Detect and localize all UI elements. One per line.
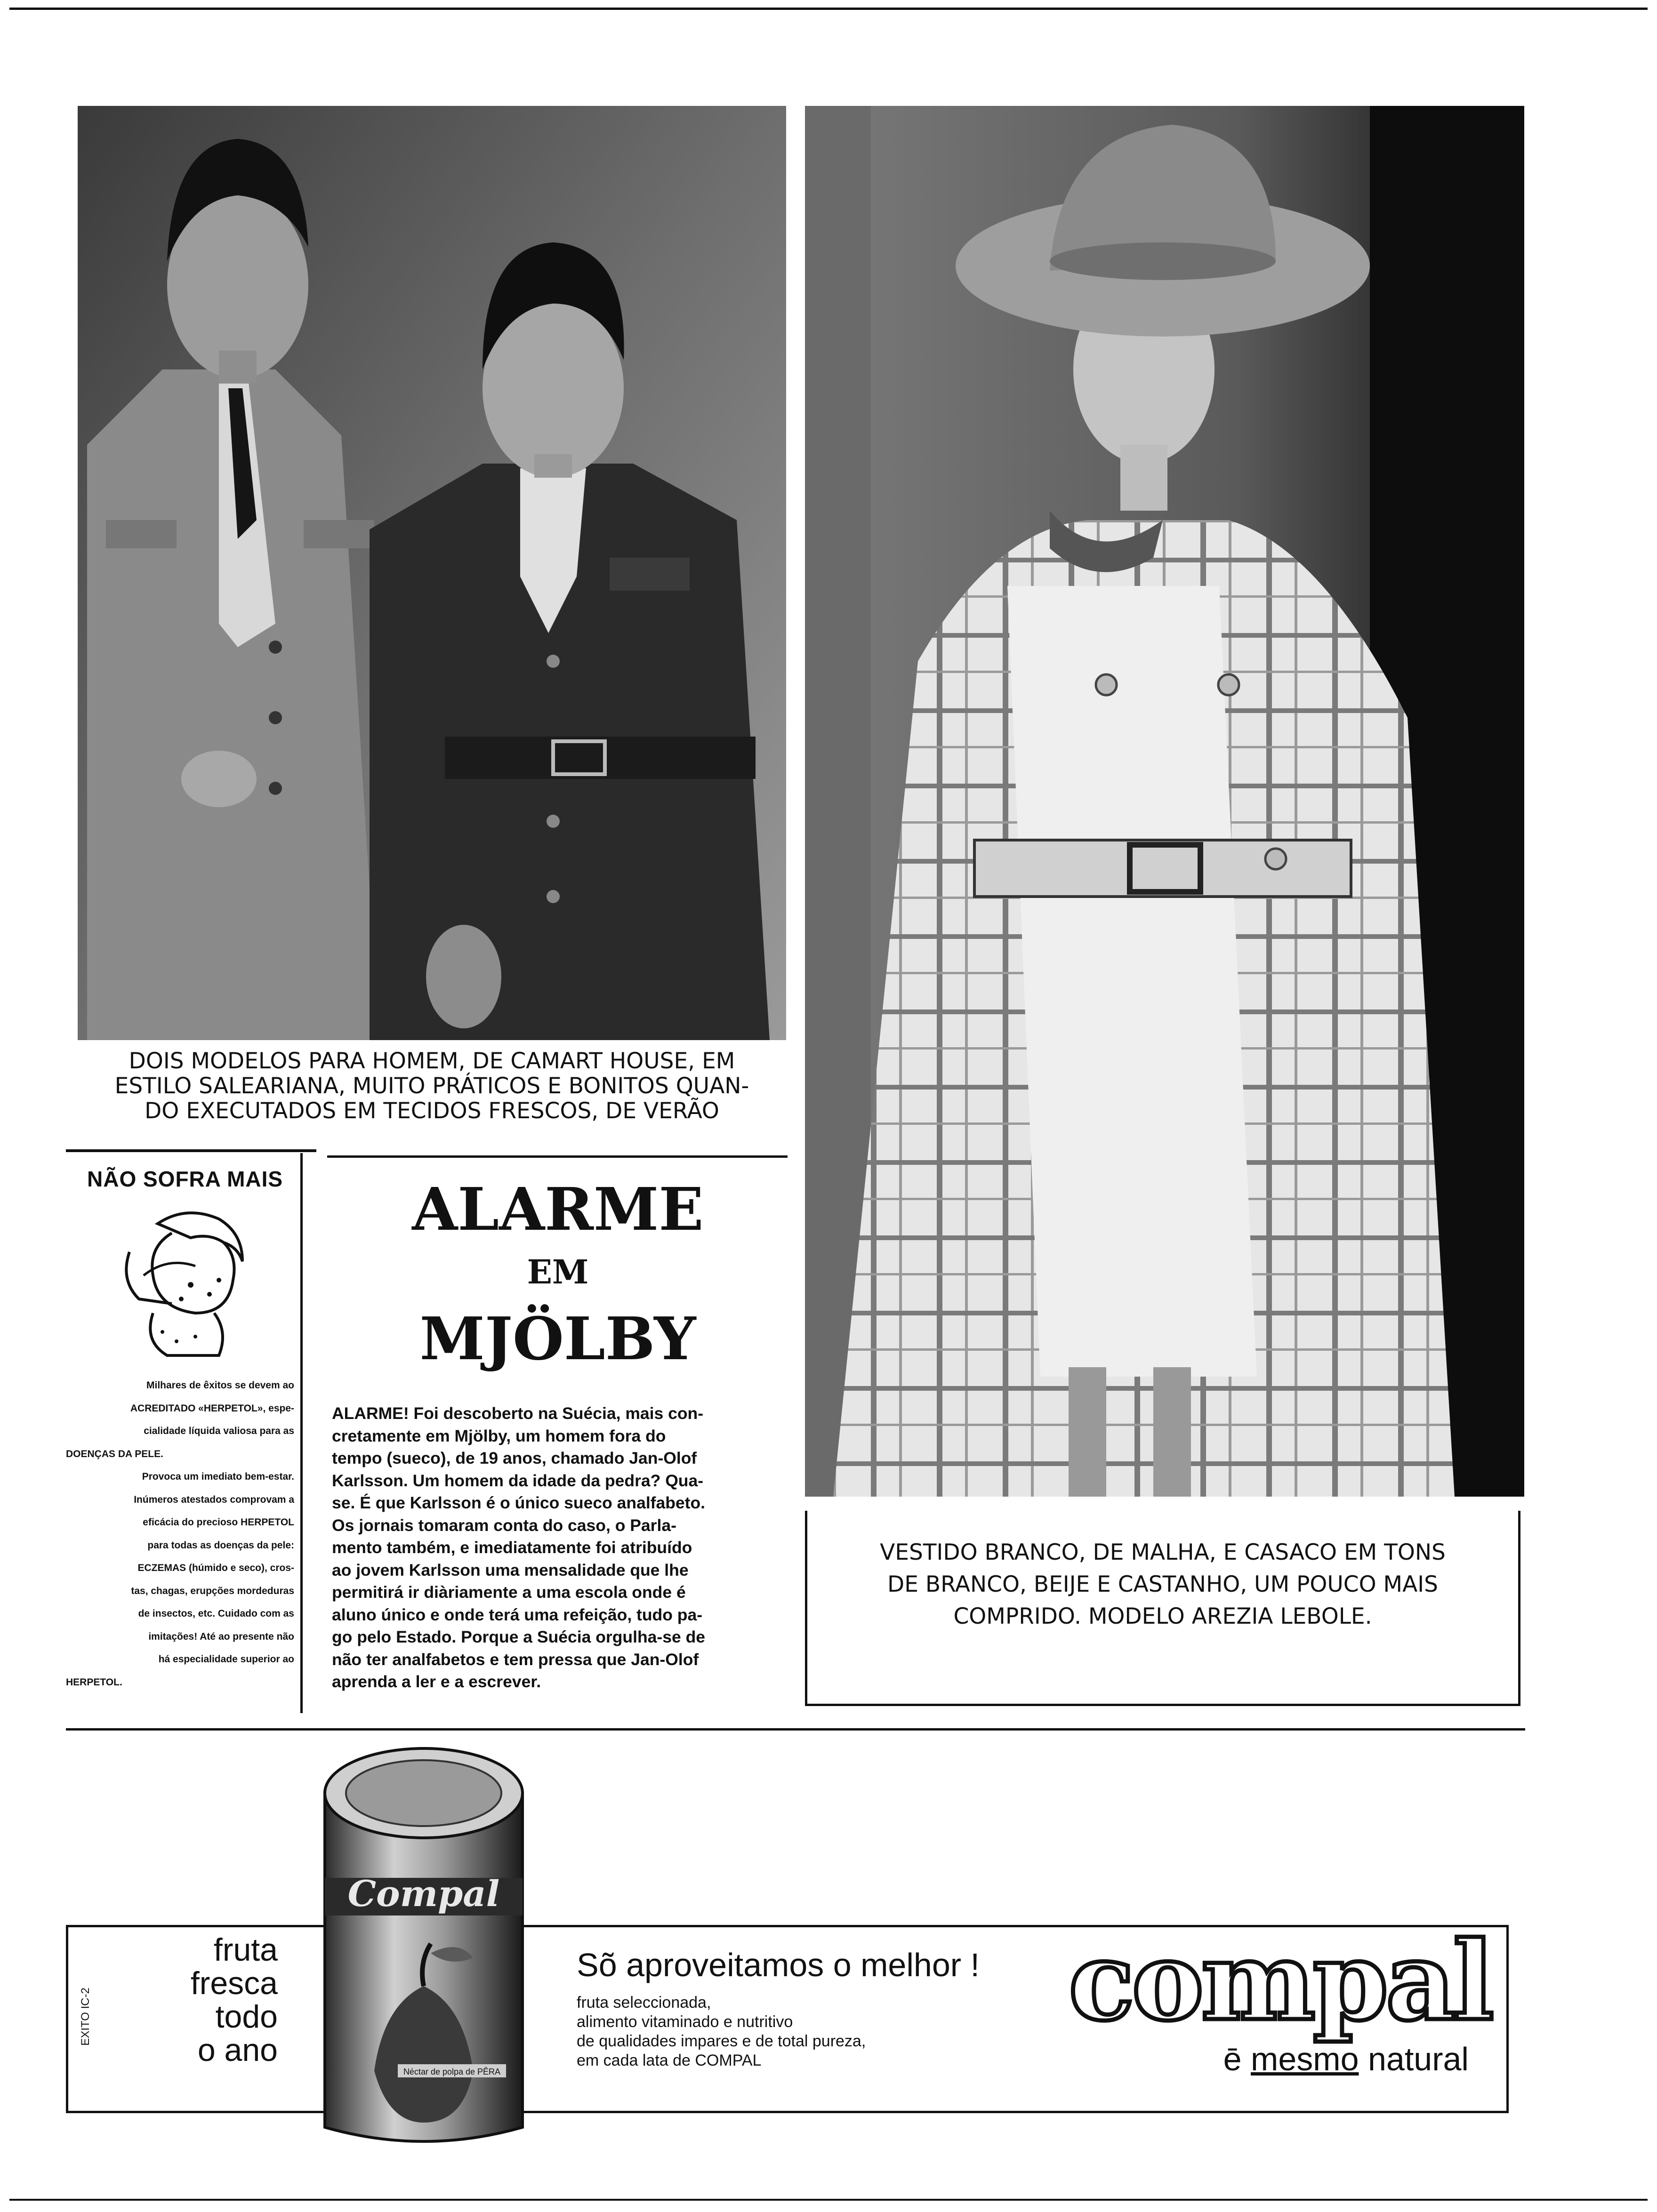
article-title-line-1: ALARME xyxy=(412,1175,704,1244)
men-caption-line-3: DO EXECUTADOS EM TECIDOS FRESCOS, DE VERÃO xyxy=(145,1098,719,1124)
article-line-13: aprenda a ler e a escrever. xyxy=(332,1672,541,1691)
article-line-9: permitirá ir diàriamente a uma escola onde é xyxy=(332,1583,686,1602)
men-fashion-photo xyxy=(78,106,786,1040)
bottom-border xyxy=(9,2199,1648,2201)
slogan-line-1: fruta xyxy=(213,1932,278,1968)
compal-slogan xyxy=(122,1933,278,2067)
top-border xyxy=(9,8,1648,10)
tagline-pre: ē xyxy=(1223,2041,1242,2077)
article-title-line-3: MJÖLBY xyxy=(419,1305,696,1373)
men-photo-illustration xyxy=(78,106,786,1040)
herpetol-line-6: Inúmeros atestados comprovam a xyxy=(134,1494,294,1505)
can-brand-text: Compal xyxy=(347,1873,500,1915)
herpetol-line-4: DOENÇAS DA PELE. xyxy=(66,1448,163,1459)
slogan-line-2: fresca xyxy=(190,1965,278,2001)
herpetol-illustration xyxy=(101,1205,271,1360)
can-illustration xyxy=(318,1741,530,2156)
compal-body-line-1: fruta seleccionada, xyxy=(577,1994,711,2012)
herpetol-ad xyxy=(66,1153,301,1713)
article-line-8: ao jovem Karlsson uma mensalidade que lhe xyxy=(332,1560,689,1579)
herpetol-line-3: cialidade líquida valiosa para as xyxy=(144,1426,294,1436)
compal-agency-mark: EXITO IC-2 xyxy=(79,1988,92,2046)
section-rule-article xyxy=(327,1155,788,1158)
slogan-line-3: todo xyxy=(215,1999,278,2035)
herpetol-line-9: ECZEMAS (húmido e seco), cros- xyxy=(137,1563,294,1573)
compal-tagline xyxy=(1177,2040,1469,2078)
compal-body-line-3: de qualidades impares e de total pureza, xyxy=(577,2032,866,2050)
tagline-mid: mesmo xyxy=(1251,2041,1359,2077)
compal-body-line-4: em cada lata de COMPAL xyxy=(577,2052,762,2069)
herpetol-line-5: Provoca um imediato bem-estar. xyxy=(142,1471,294,1482)
men-caption-line-2: ESTILO SALEARIANA, MUITO PRÁTICOS E BONITOS QUAN- xyxy=(114,1073,749,1099)
herpetol-line-11: de insectos, etc. Cuidado com as xyxy=(138,1608,294,1619)
woman-photo-illustration xyxy=(805,106,1524,1497)
article-body xyxy=(332,1403,784,1693)
can-label-text: Néctar de polpa de PÊRA xyxy=(403,2067,501,2076)
article-line-3: tempo (sueco), de 19 anos, chamado Jan-Olof xyxy=(332,1449,697,1467)
herpetol-line-13: há especialidade superior ao xyxy=(158,1654,294,1665)
article-line-1: ALARME! Foi descoberto na Suécia, mais con- xyxy=(332,1404,704,1423)
section-rule-left xyxy=(66,1149,316,1152)
compal-top-rule xyxy=(66,1728,1525,1731)
herpetol-line-7: eficácia do precioso HERPETOL xyxy=(143,1517,294,1528)
woman-fashion-photo xyxy=(805,106,1524,1497)
article-line-7: mento também, e imediatamente foi atribuído xyxy=(332,1538,692,1557)
herpetol-line-14: HERPETOL. xyxy=(66,1676,122,1688)
article-line-10: aluno único e onde terá uma refeição, tudo pa- xyxy=(332,1605,703,1624)
compal-can xyxy=(318,1741,530,2156)
compal-body-line-2: alimento vitaminado e nutritivo xyxy=(577,2013,793,2031)
herpetol-line-1: Milhares de êxitos se devem ao xyxy=(146,1380,294,1391)
article-title-line-2: EM xyxy=(527,1252,589,1291)
woman-photo-caption xyxy=(810,1537,1516,1633)
herpetol-line-8: para todas as doenças da pele: xyxy=(147,1539,294,1551)
slogan-line-4: o ano xyxy=(197,2032,278,2068)
woman-caption-line-3: COMPRIDO. MODELO AREZIA LEBOLE. xyxy=(953,1603,1372,1629)
article-line-4: Karlsson. Um homem da idade da pedra? Qua- xyxy=(332,1471,704,1490)
men-caption-line-1: DOIS MODELOS PARA HOMEM, DE CAMART HOUSE, EM xyxy=(129,1048,735,1074)
compal-body xyxy=(577,1993,866,2070)
article xyxy=(325,1162,791,1718)
herpetol-body xyxy=(66,1374,294,1694)
compal-logo: compal xyxy=(1069,1918,1492,2045)
article-line-12: não ter analfabetos e tem pressa que Jan-Olof xyxy=(332,1650,699,1669)
article-line-5: se. É que Karlsson é o único sueco analfabeto. xyxy=(332,1493,706,1512)
woman-caption-line-1: VESTIDO BRANCO, DE MALHA, E CASACO EM TONS xyxy=(880,1539,1446,1565)
herpetol-line-10: tas, chagas, erupções mordeduras xyxy=(131,1585,294,1596)
herpetol-line-12: imitações! Até ao presente não xyxy=(148,1631,294,1642)
compal-headline: Sõ aproveitamos o melhor ! xyxy=(577,1947,980,1983)
article-line-2: cretamente em Mjölby, um homem fora do xyxy=(332,1426,666,1445)
article-line-11: go pelo Estado. Porque a Suécia orgulha-se de xyxy=(332,1627,705,1646)
men-photo-caption xyxy=(78,1049,786,1123)
herpetol-headline: NÃO SOFRA MAIS xyxy=(87,1167,283,1191)
article-line-6: Os jornais tomaram conta do caso, o Parla- xyxy=(332,1515,676,1535)
herpetol-column-rule xyxy=(300,1153,303,1713)
tagline-post: natural xyxy=(1367,2041,1469,2077)
herpetol-line-2: ACREDITADO «HERPETOL», espe- xyxy=(130,1403,294,1414)
woman-caption-line-2: DE BRANCO, BEIJE E CASTANHO, UM POUCO MAIS xyxy=(887,1571,1438,1597)
